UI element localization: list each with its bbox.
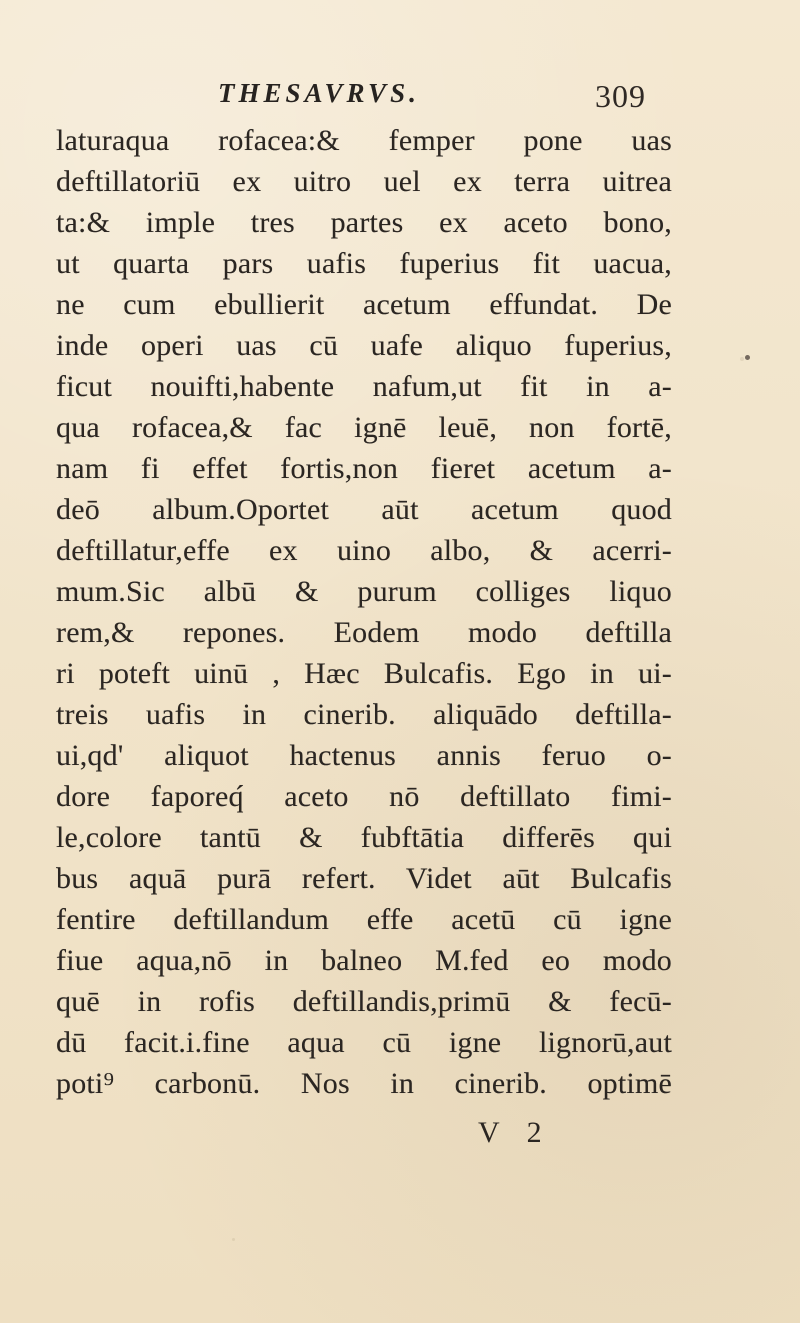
text-line-4: ut quarta pars uafis fuperius fit uacua, bbox=[56, 247, 672, 280]
text-line-3: ta:& imple tres partes ex aceto bono, bbox=[56, 206, 672, 239]
text-line-7: ficut nouifti,habente nafum,ut fit in a- bbox=[56, 370, 672, 403]
text-line-10: deō album.Oportet aūt acetum quod bbox=[56, 493, 672, 526]
text-line-20: fentire deftillandum effe acetū cū igne bbox=[56, 903, 672, 936]
page-header bbox=[0, 78, 800, 116]
text-line-9: nam fi effet fortis,non fieret acetum a- bbox=[56, 452, 672, 485]
text-line-5: ne cum ebullierit acetum effundat. De bbox=[56, 288, 672, 321]
text-line-8: qua rofacea,& fac ignē leuē, non fortē, bbox=[56, 411, 672, 444]
text-line-2: deftillatoriū ex uitro uel ex terra uitrea bbox=[56, 165, 672, 198]
main-text-block bbox=[56, 120, 672, 1104]
running-title: THESAVRVS. bbox=[218, 78, 420, 108]
text-line-12: mum.Sic albū & purum colliges liquo bbox=[56, 575, 672, 608]
margin-dot bbox=[745, 355, 750, 360]
text-line-19: bus aquā purā refert. Videt aūt Bulcafis bbox=[56, 862, 672, 895]
text-line-16: ui,qd' aliquot hactenus annis feruo o- bbox=[56, 739, 672, 772]
text-line-24: poti⁹ carbonū. Nos in cinerib. optimē bbox=[56, 1067, 672, 1100]
text-line-17: dore faporeq́ aceto nō deftillato fimi- bbox=[56, 780, 672, 813]
text-line-18: le,colore tantū & fubftātia differēs qui bbox=[56, 821, 672, 854]
text-line-21: fiue aqua,nō in balneo M.fed eo modo bbox=[56, 944, 672, 977]
text-line-6: inde operi uas cū uafe aliquo fuperius, bbox=[56, 329, 672, 362]
text-line-1: laturaqua rofacea:& femper pone uas bbox=[56, 124, 672, 157]
signature-mark: V 2 bbox=[478, 1116, 552, 1149]
page-number: 309 bbox=[595, 78, 646, 114]
text-line-15: treis uafis in cinerib. aliquādo deftilla- bbox=[56, 698, 672, 731]
text-line-22: quē in rofis deftillandis,primū & fecū- bbox=[56, 985, 672, 1018]
text-line-11: deftillatur,effe ex uino albo, & acerri- bbox=[56, 534, 672, 567]
text-line-13: rem,& repones. Eodem modo deftilla bbox=[56, 616, 672, 649]
text-line-23: dū facit.i.fine aqua cū igne lignorū,aut bbox=[56, 1026, 672, 1059]
text-line-14: ri poteft uinū , Hæc Bulcafis. Ego in ui- bbox=[56, 657, 672, 690]
